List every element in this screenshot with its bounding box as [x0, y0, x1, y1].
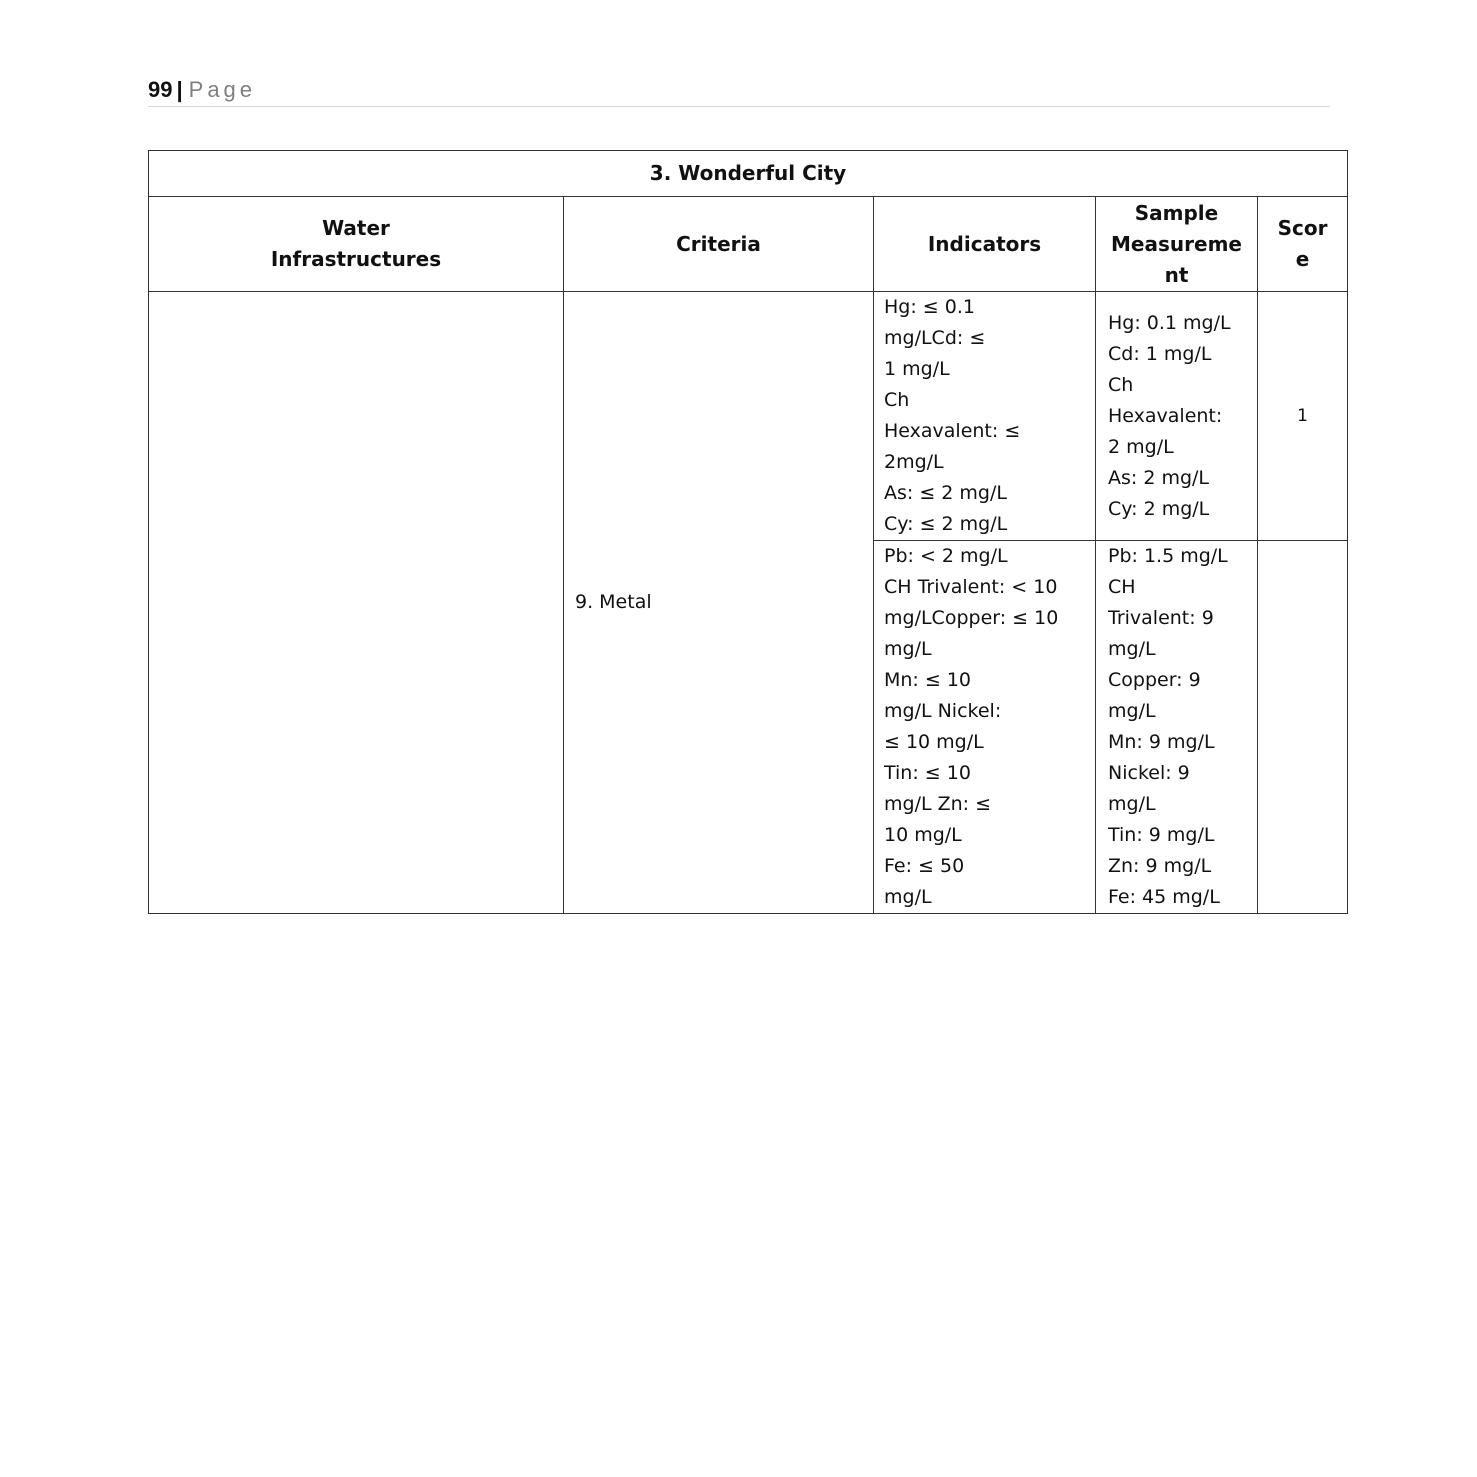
page-header	[148, 74, 1330, 107]
score-cell: 1	[1258, 292, 1348, 541]
column-header-score	[1258, 197, 1348, 292]
sample-measurement-text: Hg: 0.1 mg/L Cd: 1 mg/L Ch Hexavalent: 2 mg/L As: 2 mg/L Cy: 2 mg/L	[1108, 311, 1231, 520]
column-header-water-infrastructures	[149, 197, 564, 292]
indicators-text: Pb: < 2 mg/L CH Trivalent: < 10 mg/LCopper: ≤ 10 mg/L Mn: ≤ 10 mg/L Nickel: ≤ 10 mg/L Tin: ≤ 10 mg/L Zn: ≤ 10 mg/L Fe: ≤ 50 mg/L	[884, 545, 1059, 908]
column-header-indicators	[874, 197, 1096, 292]
column-header-label: Water Infrastructures	[270, 216, 442, 271]
indicators-text: Hg: ≤ 0.1 mg/LCd: ≤ 1 mg/L Ch Hexavalent: ≤ 2mg/L As: ≤ 2 mg/L Cy: ≤ 2 mg/L	[884, 296, 1021, 535]
column-header-label: Sample Measureme nt	[1111, 200, 1242, 287]
score-cell	[1258, 541, 1348, 914]
sample-measurement-cell	[1096, 292, 1258, 541]
page-separator: |	[176, 77, 183, 102]
column-header-label: Scor e	[1277, 216, 1328, 271]
sample-measurement-cell	[1096, 541, 1258, 914]
column-header-label: Criteria	[676, 231, 761, 256]
column-header-sample-measurement	[1096, 197, 1258, 292]
table-row	[149, 292, 1348, 541]
column-header-criteria	[564, 197, 874, 292]
table-title-row	[149, 151, 1348, 197]
column-header-label: Indicators	[927, 231, 1042, 256]
sample-measurement-text: Pb: 1.5 mg/L CH Trivalent: 9 mg/L Copper: 9 mg/L Mn: 9 mg/L Nickel: 9 mg/L Tin: 9 mg/L Zn: 9 mg/L Fe: 45 mg/L	[1108, 545, 1228, 908]
page-label: Page	[188, 77, 257, 102]
criteria-cell	[564, 292, 874, 914]
table-header-row	[149, 197, 1348, 292]
water-infrastructure-table	[148, 150, 1348, 914]
criteria-label: 9. Metal	[575, 591, 652, 613]
indicators-cell	[874, 541, 1096, 914]
page-number: 99	[148, 77, 173, 102]
water-infrastructures-cell	[149, 292, 564, 914]
table-title: 3. Wonderful City	[149, 151, 1348, 197]
indicators-cell	[874, 292, 1096, 541]
